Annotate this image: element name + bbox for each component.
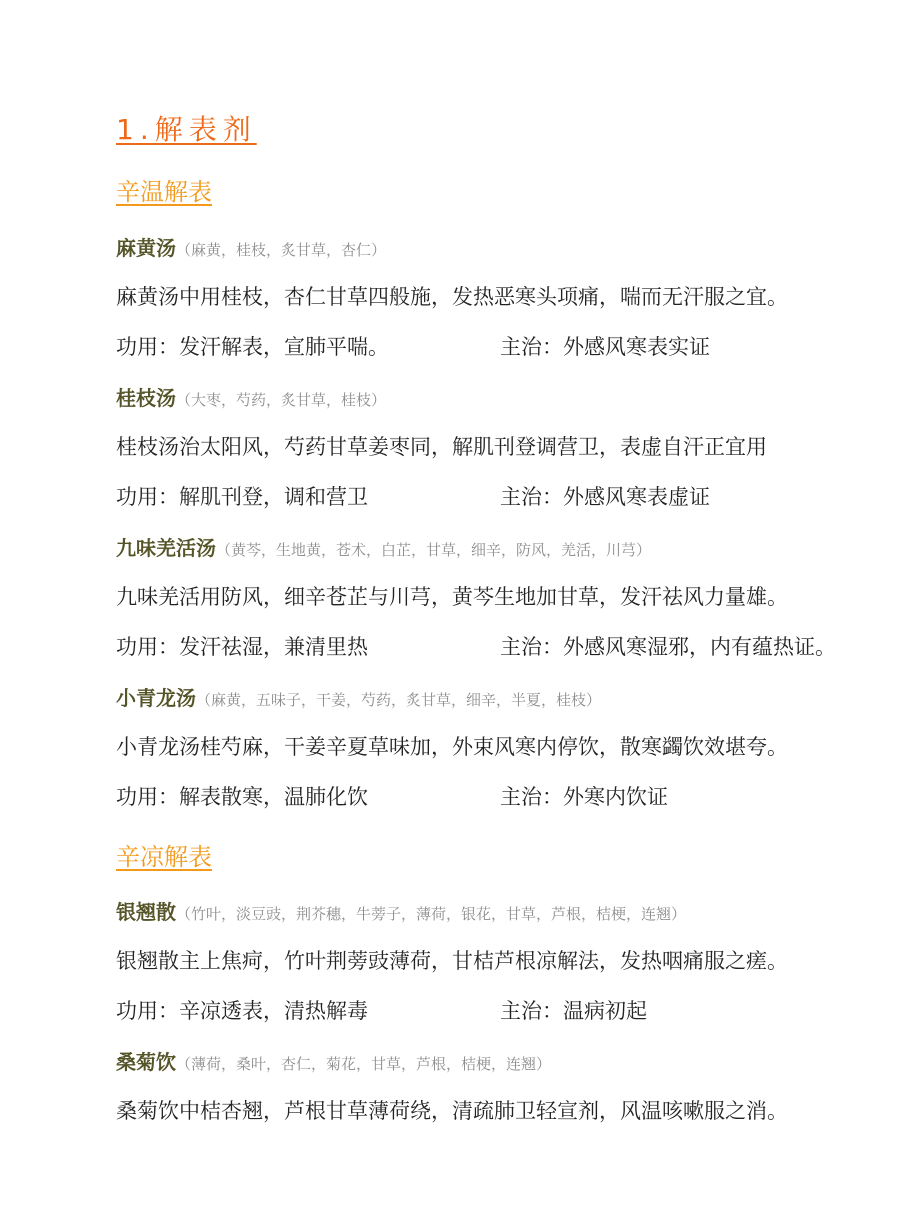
formula-ingredients: （大枣，芍药，炙甘草，桂枝）	[176, 391, 387, 409]
formula-verse: 银翘散主上焦疴，竹叶荆蒡豉薄荷，甘桔芦根凉解法，发热咽痛服之瘥。	[116, 949, 788, 973]
formula-jiuweiqianghuo	[116, 532, 651, 561]
formula-function: 功用：发汗祛湿，兼清里热	[116, 635, 368, 659]
formula-indication: 主治：温病初起	[500, 999, 647, 1023]
formula-ingredients: （黄芩，生地黄，苍术，白芷，甘草，细辛，防风，羌活，川芎）	[216, 541, 652, 559]
section-title-xinliang: 辛凉解表	[116, 843, 212, 871]
formula-function: 功用：解表散寒，温肺化饮	[116, 785, 368, 809]
formula-verse: 小青龙汤桂芍麻，干姜辛夏草味加，外束风寒内停饮，散寒蠲饮效堪夸。	[116, 735, 788, 759]
formula-guizhi	[116, 382, 386, 411]
formula-function-line	[116, 481, 710, 511]
formula-ingredients: （麻黄，五味子，干姜，芍药，炙甘草，细辛，半夏，桂枝）	[196, 691, 602, 709]
formula-name: 麻黄汤	[116, 236, 176, 260]
formula-ingredients: （麻黄，桂枝，炙甘草，杏仁）	[176, 241, 387, 259]
formula-verse: 桑菊饮中桔杏翘，芦根甘草薄荷绕，清疏肺卫轻宣剂，风温咳嗽服之消。	[116, 1099, 788, 1123]
formula-indication: 主治：外感风寒表实证	[500, 335, 710, 359]
formula-indication: 主治：外感风寒湿邪，内有蕴热证。	[500, 635, 836, 659]
formula-name: 银翘散	[116, 900, 176, 924]
formula-function: 功用：解肌刊登，调和营卫	[116, 485, 368, 509]
formula-name: 桂枝汤	[116, 386, 176, 410]
formula-function-line	[116, 781, 668, 811]
formula-indication: 主治：外感风寒表虚证	[500, 485, 710, 509]
formula-verse: 九味羌活用防风，细辛苍芷与川芎，黄芩生地加甘草，发汗祛风力量雄。	[116, 585, 788, 609]
formula-xiaoqinglong	[116, 682, 601, 711]
formula-name: 桑菊饮	[116, 1050, 176, 1074]
formula-name: 小青龙汤	[116, 686, 196, 710]
formula-function-line	[116, 331, 710, 361]
formula-function-line	[116, 995, 647, 1025]
formula-name: 九味羌活汤	[116, 536, 216, 560]
chapter-heading: 1.解表剂	[116, 113, 257, 146]
formula-ingredients: （竹叶，淡豆豉，荆芥穗，牛蒡子，薄荷，银花，甘草，芦根，桔梗，连翘）	[176, 905, 687, 923]
formula-sangju	[116, 1046, 551, 1075]
formula-ingredients: （薄荷，桑叶，杏仁，菊花，甘草，芦根，桔梗，连翘）	[176, 1055, 552, 1073]
formula-verse: 桂枝汤治太阳风，芍药甘草姜枣同，解肌刊登调营卫，表虚自汗正宜用	[116, 435, 767, 459]
formula-function: 功用：辛凉透表，清热解毒	[116, 999, 368, 1023]
formula-function-line	[116, 631, 836, 661]
formula-mahuang	[116, 232, 386, 261]
formula-function: 功用：发汗解表，宣肺平喘。	[116, 335, 389, 359]
section-title-xinwen: 辛温解表	[116, 178, 212, 206]
formula-indication: 主治：外寒内饮证	[500, 785, 668, 809]
formula-yinqiao	[116, 896, 686, 925]
formula-verse: 麻黄汤中用桂枝，杏仁甘草四般施，发热恶寒头项痛，喘而无汗服之宜。	[116, 285, 788, 309]
